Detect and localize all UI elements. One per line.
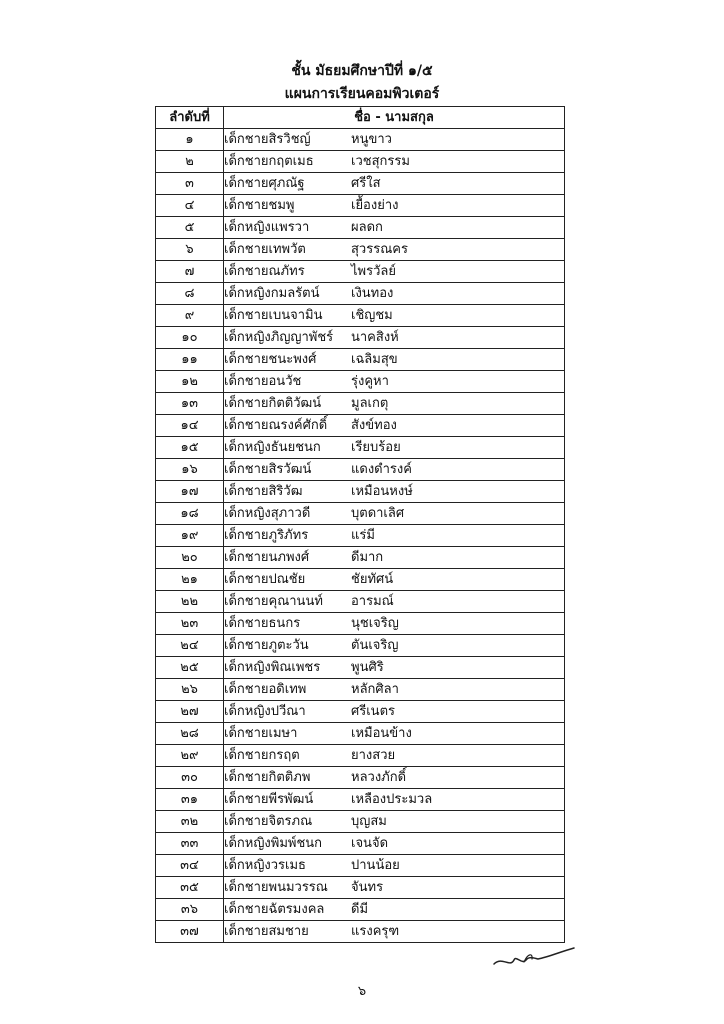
table-row [156,195,565,217]
student-name [224,349,565,371]
table-row [156,503,565,525]
row-number: ๒๕ [156,657,224,679]
student-name [224,679,565,701]
last-name: นุชเจริญ [351,616,399,631]
table-row [156,657,565,679]
row-number: ๒๐ [156,547,224,569]
last-name: เหมือนหงษ์ [351,484,413,499]
row-number: ๒๗ [156,701,224,723]
student-name [224,833,565,855]
last-name: ยางสวย [351,748,396,763]
last-name: ปานน้อย [351,858,400,873]
row-number: ๕ [156,217,224,239]
last-name: อารมณ์ [351,594,394,609]
last-name: รุ่งคูหา [351,374,389,389]
first-name: เด็กหญิงปวีณา [224,704,306,719]
row-number: ๔ [156,195,224,217]
row-number: ๑๓ [156,393,224,415]
table-row [156,525,565,547]
table-row [156,569,565,591]
student-name [224,129,565,151]
table-row [156,613,565,635]
row-number: ๘ [156,283,224,305]
last-name: เวชสุกรรม [351,154,410,169]
first-name: เด็กหญิงพิณเพชร [224,660,321,675]
student-name [224,459,565,481]
first-name: เด็กหญิงพิมพ์ชนก [224,836,323,851]
student-name [224,415,565,437]
student-name [224,635,565,657]
last-name: เยื้องย่าง [351,198,399,213]
row-number: ๑๑ [156,349,224,371]
first-name: เด็กหญิงวรเมธ [224,858,306,873]
first-name: เด็กชายกิตติภพ [224,770,311,785]
first-name: เด็กชายภูริภัทร [224,528,309,543]
last-name: พูนศิริ [351,660,384,675]
last-name: บุญสม [351,814,387,829]
first-name: เด็กชายนภพงศ์ [224,550,310,565]
last-name: ผลดก [351,220,383,235]
student-name [224,283,565,305]
table-row [156,305,565,327]
row-number: ๓๕ [156,877,224,899]
table-row [156,855,565,877]
table-row [156,151,565,173]
last-name: หลวงภักดิ์ [351,770,407,785]
last-name: ดีมาก [351,550,384,565]
table-header-row [156,107,565,129]
row-number: ๓๗ [156,921,224,943]
table-row [156,349,565,371]
row-number: ๒๓ [156,613,224,635]
table-row [156,789,565,811]
first-name: เด็กชายกิตติวัฒน์ [224,396,322,411]
first-name: เด็กหญิงสุภาวดี [224,506,311,521]
first-name: เด็กชายณภัทร [224,264,305,279]
last-name: ศรีใส [351,176,381,191]
row-number: ๑๕ [156,437,224,459]
student-name [224,701,565,723]
student-name [224,305,565,327]
student-name [224,767,565,789]
row-number: ๓๒ [156,811,224,833]
row-number: ๙ [156,305,224,327]
student-name [224,371,565,393]
table-row [156,899,565,921]
first-name: เด็กชายสิรวิชญ์ [224,132,311,147]
table-row [156,129,565,151]
student-name [224,877,565,899]
first-name: เด็กชายเบนจามิน [224,308,323,323]
student-name [224,547,565,569]
row-number: ๒๑ [156,569,224,591]
table-row [156,811,565,833]
student-name [224,723,565,745]
last-name: สังข์ทอง [351,418,397,433]
table-row [156,679,565,701]
row-number: ๑๖ [156,459,224,481]
last-name: หนูขาว [351,132,392,147]
last-name: แรงครุฑ [351,924,400,939]
student-name [224,261,565,283]
table-row [156,217,565,239]
student-name [224,217,565,239]
row-number: ๑๗ [156,481,224,503]
last-name: เงินทอง [351,286,394,301]
table-row [156,833,565,855]
last-name: เรียบร้อย [351,440,401,455]
last-name: ดีมี [351,902,369,917]
table-row [156,767,565,789]
row-number: ๑๙ [156,525,224,547]
row-number: ๓๔ [156,855,224,877]
table-row [156,393,565,415]
row-number: ๑๒ [156,371,224,393]
page-subtitle: แผนการเรียนคอมพิวเตอร์ [284,86,440,102]
last-name: แดงดำรงค์ [351,462,412,477]
student-name [224,151,565,173]
first-name: เด็กชายเมษา [224,726,298,741]
first-name: เด็กชายธนกร [224,616,301,631]
first-name: เด็กชายฉัตรมงคล [224,902,325,917]
table-row [156,723,565,745]
student-name [224,173,565,195]
last-name: เหลืองประมวล [351,792,433,807]
row-number: ๒๒ [156,591,224,613]
first-name: เด็กชายกฤตเมธ [224,154,314,169]
first-name: เด็กหญิงธันยชนก [224,440,321,455]
row-number: ๑๔ [156,415,224,437]
first-name: เด็กชายพีรพัฒน์ [224,792,314,807]
student-name [224,327,565,349]
first-name: เด็กชายปณชัย [224,572,306,587]
student-table [155,106,565,943]
table-row [156,239,565,261]
first-name: เด็กชายจิตรภณ [224,814,313,829]
first-name: เด็กชายศุภณัฐ [224,176,305,191]
student-name [224,811,565,833]
table-row [156,459,565,481]
first-name: เด็กชายสิริวัฒ [224,484,303,499]
row-number: ๓๓ [156,833,224,855]
first-name: เด็กชายชนะพงศ์ [224,352,317,367]
student-name [224,393,565,415]
student-name [224,569,565,591]
table-row [156,283,565,305]
row-number: ๓ [156,173,224,195]
row-number: ๓๑ [156,789,224,811]
table-row [156,635,565,657]
last-name: เชิญชม [351,308,393,323]
table-row [156,701,565,723]
last-name: เฉลิมสุข [351,352,398,367]
row-number: ๒๔ [156,635,224,657]
row-number: ๒๘ [156,723,224,745]
last-name: จันทร [351,880,384,895]
student-name [224,481,565,503]
first-name: เด็กชายพนมวรรณ [224,880,328,895]
student-name [224,789,565,811]
first-name: เด็กชายอดิเทพ [224,682,307,697]
student-name [224,195,565,217]
student-name [224,239,565,261]
table-row [156,745,565,767]
first-name: เด็กชายสิรวัฒน์ [224,462,312,477]
last-name: นาคสิงห์ [351,330,399,345]
student-name [224,613,565,635]
student-name [224,855,565,877]
student-name [224,437,565,459]
table-row [156,481,565,503]
table-row [156,877,565,899]
last-name: แร่มี [351,528,375,543]
first-name: เด็กชายเทพวัต [224,242,306,257]
student-name [224,657,565,679]
student-name [224,525,565,547]
row-number: ๓๐ [156,767,224,789]
last-name: เหมือนข้าง [351,726,412,741]
last-name: สุวรรณคร [351,242,408,257]
last-name: ศรีเนตร [351,704,395,719]
table-row [156,415,565,437]
first-name: เด็กชายอนวัช [224,374,302,389]
row-number: ๗ [156,261,224,283]
table-row [156,327,565,349]
table-row [156,371,565,393]
last-name: ตันเจริญ [351,638,399,653]
first-name: เด็กหญิงแพรวา [224,220,310,235]
table-row [156,591,565,613]
page-title: ชั้น มัธยมศึกษาปีที่ ๑/๕ [291,63,433,79]
last-name: มูลเกตุ [351,396,389,411]
row-number: ๑๘ [156,503,224,525]
first-name: เด็กชายคุณานนท์ [224,594,323,609]
first-name: เด็กหญิงภิญญาพัชร์ [224,330,334,345]
column-header-number: ลำดับที่ [156,107,224,129]
first-name: เด็กชายชมพู [224,198,295,213]
student-name [224,899,565,921]
column-header-name: ชื่อ - นามสกุล [224,107,565,129]
row-number: ๒๖ [156,679,224,701]
table-body [156,129,565,943]
last-name: ไพรวัลย์ [351,264,396,279]
first-name: เด็กชายกรฤต [224,748,300,763]
page-number: ๖ [357,984,367,999]
first-name: เด็กหญิงกมลรัตน์ [224,286,320,301]
signature-icon [488,938,578,974]
first-name: เด็กชายสมชาย [224,924,309,939]
table-row [156,261,565,283]
row-number: ๑ [156,129,224,151]
row-number: ๒ [156,151,224,173]
row-number: ๑๐ [156,327,224,349]
last-name: บุตดาเลิศ [351,506,405,521]
student-name [224,503,565,525]
row-number: ๖ [156,239,224,261]
last-name: หลักศิลา [351,682,399,697]
student-name [224,591,565,613]
table-row [156,173,565,195]
student-name [224,745,565,767]
row-number: ๓๖ [156,899,224,921]
last-name: ชัยทัศน์ [351,572,394,587]
table-row [156,547,565,569]
first-name: เด็กชายภูตะวัน [224,638,309,653]
row-number: ๒๙ [156,745,224,767]
last-name: เจนจัด [351,836,389,851]
table-row [156,437,565,459]
first-name: เด็กชายณรงค์ศักดิ์ [224,418,328,433]
